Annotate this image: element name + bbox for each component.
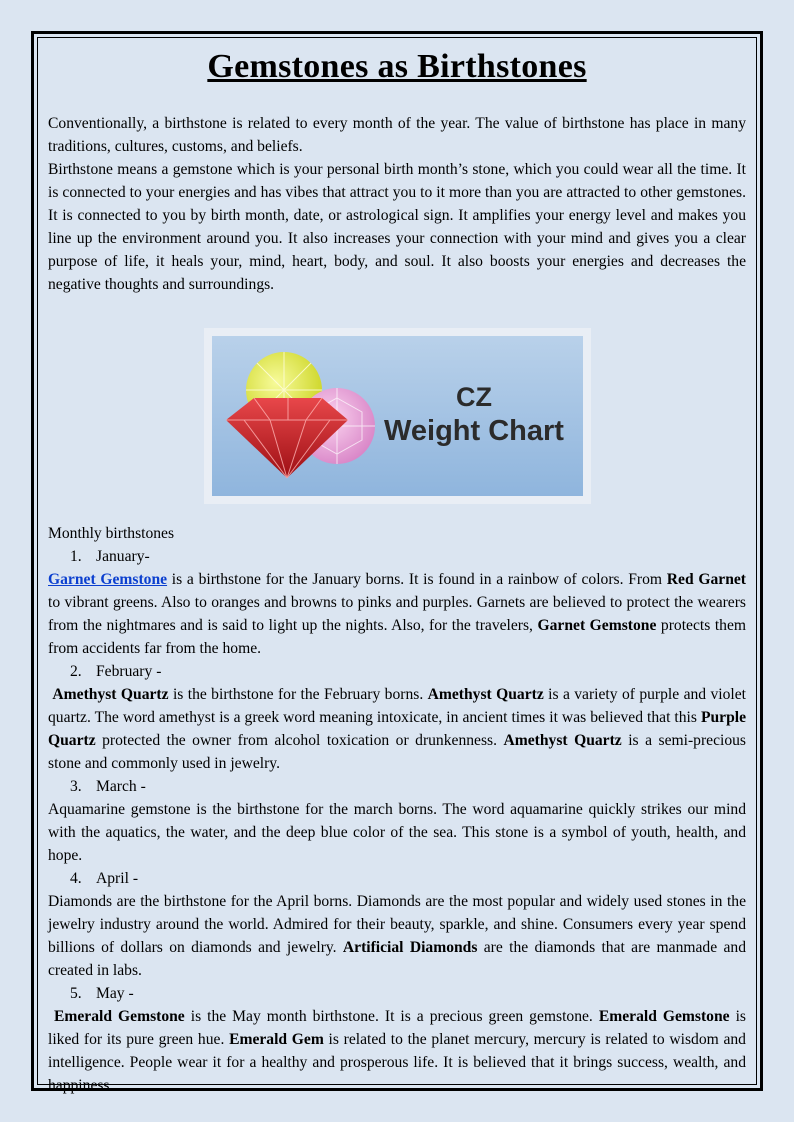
item-label: February - — [96, 663, 162, 680]
bold-term: Artificial Diamonds — [342, 939, 478, 956]
garnet-gemstone-link[interactable]: Garnet Gemstone — [48, 571, 168, 588]
bold-term: Emerald Gemstone — [54, 1008, 185, 1025]
bold-term: Red Garnet — [666, 571, 746, 588]
month-item-january — [48, 545, 746, 568]
bold-term: Amethyst Quartz — [503, 732, 622, 749]
month-paragraph-march: Aquamarine gemstone is the birthstone for the march borns. The word aquamarine quickly strikes our mind with the aquatics, the water, and the deep blue color of the sea. This stone is a symbol of youth, health, and hope. — [48, 801, 746, 864]
bold-term: Emerald Gem — [229, 1031, 324, 1048]
bold-term: Amethyst Quartz — [427, 686, 544, 703]
text-span: protects them from accidents far from the home. — [48, 617, 746, 657]
text-span: Diamonds are the birthstone for the April borns. Diamonds are the most popular and widely used stones in the jewelry industry around the world. Admired for their beauty, sparkle, and shine. Consumers every year spend billions of dollars on diamonds and jewelry. — [48, 893, 746, 956]
month-paragraph-may — [48, 1005, 746, 1097]
list-heading: Monthly birthstones — [48, 525, 175, 542]
figure-container — [48, 296, 746, 522]
cz-weight-chart-image — [204, 328, 591, 504]
month-paragraph-february — [48, 683, 746, 775]
text-span: is related to the planet mercury, mercury is related to wisdom and intelligence. People wear it for a healthy and prosperous life. It is believed that it brings success, wealth, and happiness. — [48, 1031, 746, 1094]
item-number: 5. — [70, 985, 82, 1002]
text-span: is a birthstone for the January borns. It is found in a rainbow of colors. From — [167, 571, 667, 588]
month-item-april — [48, 867, 746, 890]
bold-term: Garnet Gemstone — [537, 617, 657, 634]
item-label: March - — [96, 778, 146, 795]
month-paragraph-january — [48, 568, 746, 660]
month-paragraph-april — [48, 890, 746, 982]
bold-term: Purple Quartz — [48, 709, 746, 749]
item-label: April - — [96, 870, 139, 887]
bold-term: Emerald Gemstone — [598, 1008, 730, 1025]
text-span: to vibrant greens. Also to oranges and browns to pinks and purples. Garnets are believed to protect the wearers from the nightmares and is said to light up the nights. Also, for the travelers, — [48, 594, 746, 634]
figure-line-2: Weight Chart — [384, 415, 564, 447]
item-number: 3. — [70, 778, 82, 795]
item-label: May - — [96, 985, 134, 1002]
document-body — [48, 44, 746, 1097]
item-number: 2. — [70, 663, 82, 680]
item-number: 1. — [70, 548, 82, 565]
intro-paragraph-2: Birthstone means a gemstone which is your personal birth month’s stone, which you could wear all the time. It is connected to your energies and has vibes that attract you to it more than you are attracted to other gemstones. It is connected to you by birth month, date, or astrological sign. It amplifies your energy level and makes you line up the environment around you. It also increases your connection with your mind and gives you a clear purpose of life, it heals your, mind, heart, body, and soul. It also boosts your energies and decreases the negative thoughts and surroundings. — [48, 161, 746, 293]
gem-illustration — [204, 328, 591, 504]
text-span: is a variety of purple and violet quartz. The word amethyst is a greek word meaning intoxicate, in ancient times it was believed that this — [48, 686, 746, 726]
month-item-february — [48, 660, 746, 683]
text-span: is the birthstone for the February borns. — [168, 686, 428, 703]
text-span: protected the owner from alcohol toxication or drunkenness. — [95, 732, 504, 749]
text-span: is a semi-precious stone and commonly used in jewelry. — [48, 732, 746, 772]
text-span: are the diamonds that are manmade and created in labs. — [48, 939, 746, 979]
text-span: is liked for its pure green hue. — [48, 1008, 746, 1048]
bold-term: Amethyst Quartz — [52, 686, 169, 703]
item-number: 4. — [70, 870, 82, 887]
page-title: Gemstones as Birthstones — [207, 48, 587, 85]
intro-paragraph-1: Conventionally, a birthstone is related to every month of the year. The value of birthstone has place in many traditions, cultures, customs, and beliefs. — [48, 115, 746, 155]
item-label: January- — [96, 548, 150, 565]
figure-line-1: CZ — [456, 382, 492, 412]
month-item-march — [48, 775, 746, 798]
month-item-may — [48, 982, 746, 1005]
text-span: is the May month birthstone. It is a precious green gemstone. — [184, 1008, 599, 1025]
